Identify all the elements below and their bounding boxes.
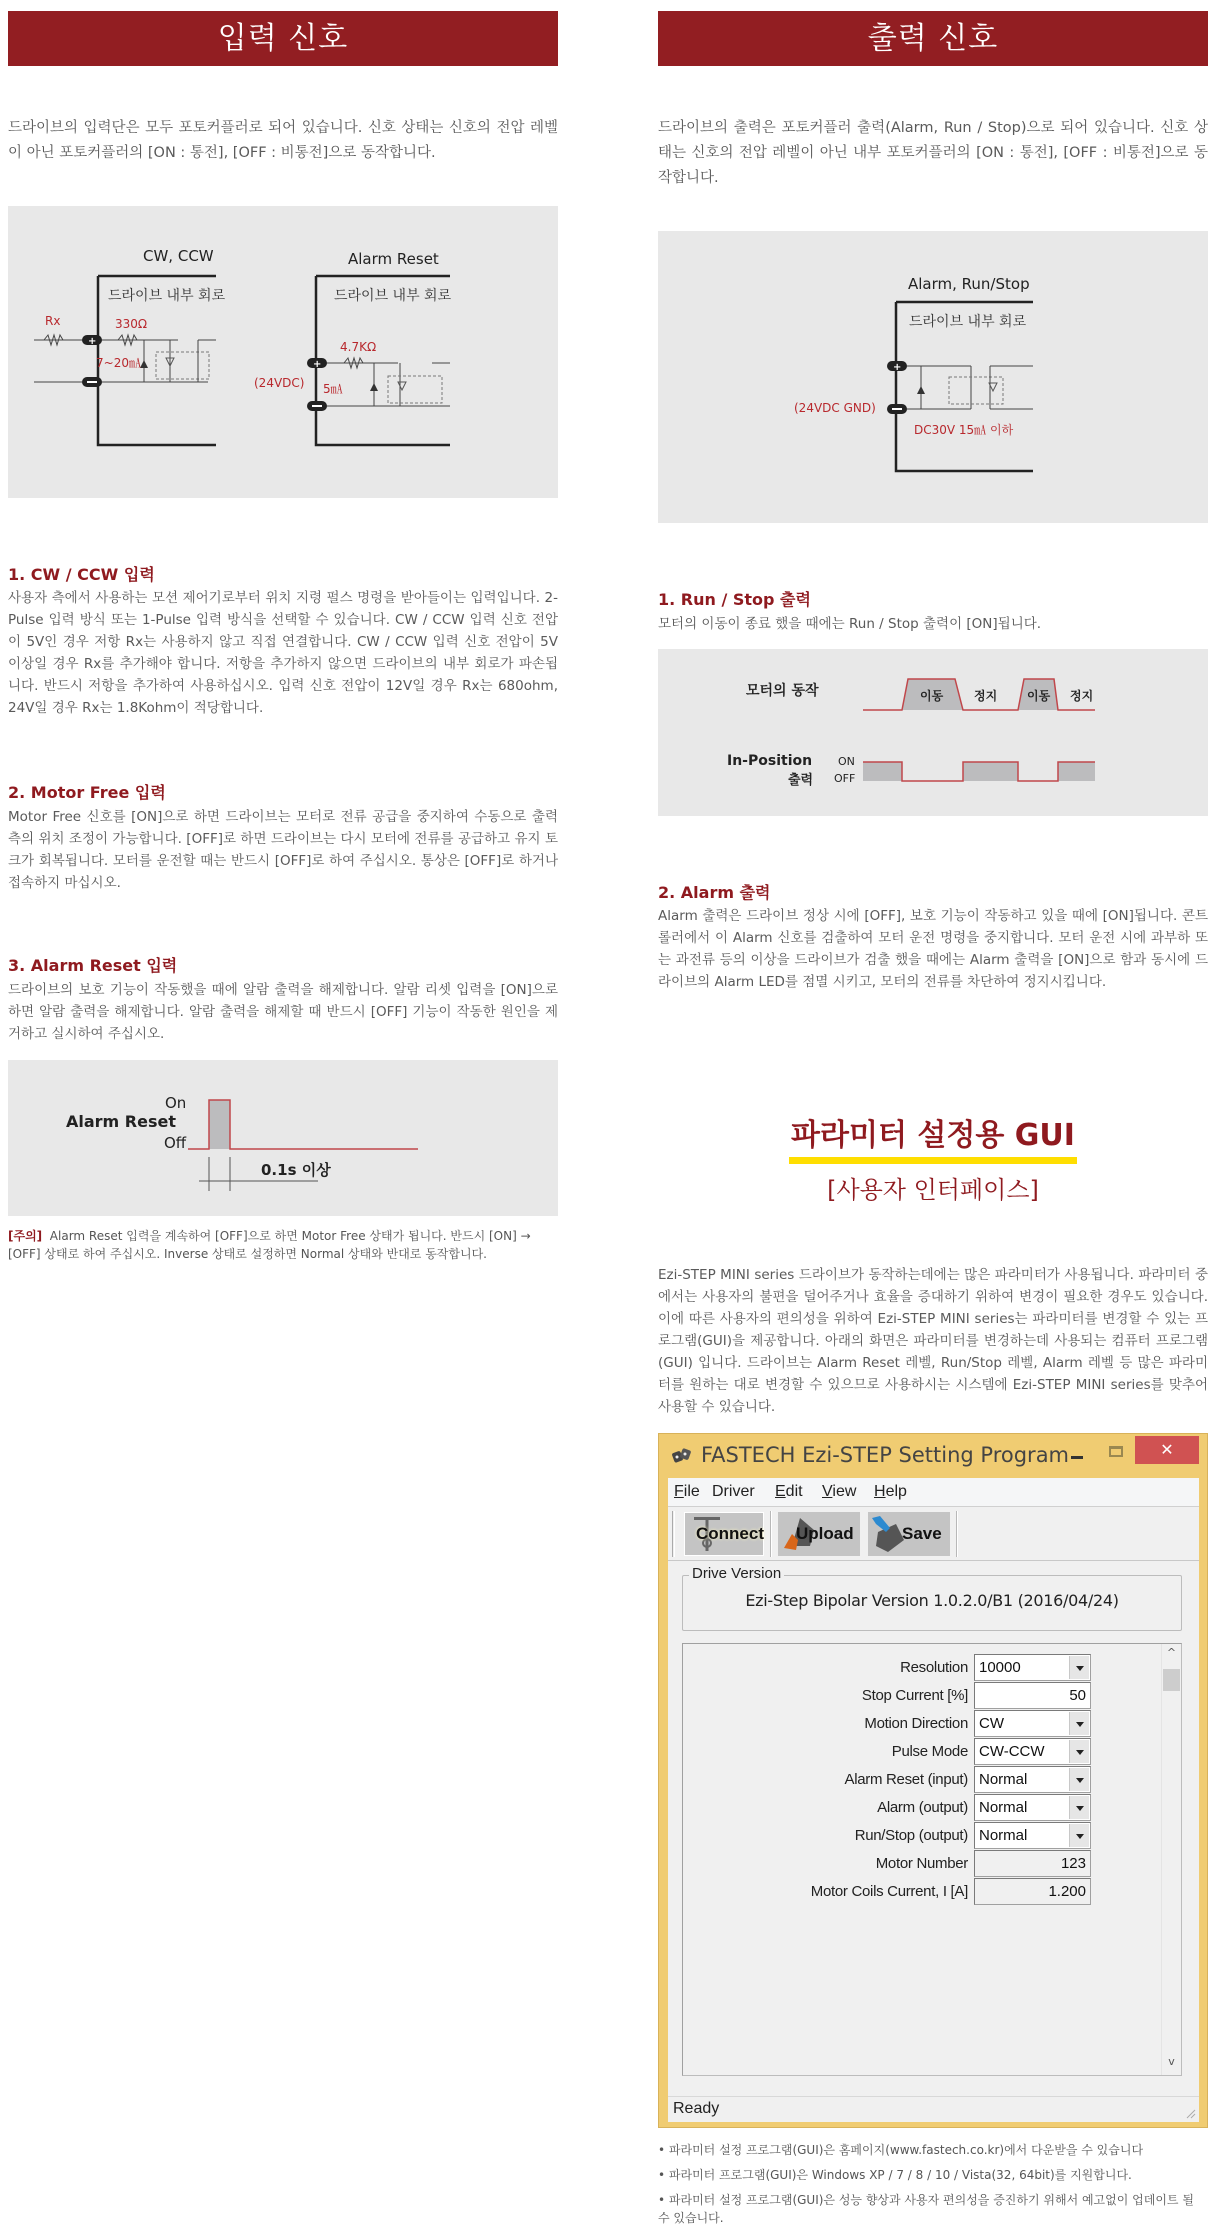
param-label: Pulse Mode	[891, 1743, 968, 1760]
drive-version-group	[682, 1565, 1182, 1631]
note-line-2: [OFF] 상태로 하여 주십시오. Inverse 상태로 설정하면 Normal 상태와 반대로 동작합니다.	[8, 1247, 487, 1261]
param-row-motor-number	[683, 1850, 1143, 1878]
status-text: Ready	[673, 2100, 720, 2117]
alarm-reset-note	[8, 1227, 558, 1263]
menu-bar	[668, 1478, 1199, 1507]
svg-text:+: +	[313, 359, 322, 370]
menu-file[interactable]: File	[674, 1483, 700, 1500]
stop-current-input[interactable]: 50	[974, 1682, 1091, 1709]
motor-number-field: 123	[974, 1850, 1091, 1877]
alarm-reset-timing-diagram	[8, 1060, 558, 1216]
cw-ccw-input-title: 1. CW / CCW 입력	[8, 565, 155, 584]
in-position-output-label: 출력	[788, 773, 814, 788]
gui-subtitle: [사용자 인터페이스]	[827, 1176, 1039, 1204]
run-stop-timing-diagram	[658, 649, 1208, 816]
menu-edit[interactable]: Edit	[775, 1483, 803, 1500]
note-tag: [주의]	[8, 1229, 43, 1243]
close-button[interactable]	[1135, 1436, 1199, 1464]
maximize-button[interactable]	[1109, 1446, 1123, 1457]
param-label: Motor Coils Current, I [A]	[810, 1883, 968, 1900]
param-row-stop-current	[683, 1682, 1143, 1710]
parameter-panel	[682, 1643, 1182, 2076]
status-bar	[668, 2096, 1199, 2122]
gui-note-3: • 파라미터 설정 프로그램(GUI)은 성능 향상과 사용자 편의성을 증진하기 위해서 예고없이 업데이트 될 수 있습니다.	[658, 2193, 1194, 2225]
output-internal-circuit-label: 드라이브 내부 회로	[909, 314, 1027, 330]
run-stop-output-dropdown[interactable]: Normal	[974, 1822, 1091, 1849]
param-row-motion-direction	[683, 1710, 1143, 1738]
current-5ma-label: 5㎃	[323, 382, 343, 396]
note-line-1: Alarm Reset 입력을 계속하여 [OFF]으로 하면 Motor Free 상태가 됩니다. 반드시 [ON] →	[49, 1229, 531, 1243]
in-position-label: In-Position	[727, 753, 813, 769]
motor-free-input-title: 2. Motor Free 입력	[8, 783, 166, 802]
param-label: Alarm Reset (input)	[844, 1771, 968, 1788]
motor-coils-current-field: 1.200	[974, 1878, 1091, 1905]
svg-text:+: +	[893, 362, 902, 373]
output-diagram-title: Alarm, Run/Stop	[908, 275, 1030, 293]
scroll-down-icon[interactable]: v	[1168, 2055, 1175, 2068]
param-row-alarm-reset-input	[683, 1766, 1143, 1794]
chevron-down-icon[interactable]	[1069, 1796, 1089, 1819]
setting-program-window	[658, 1433, 1208, 2128]
scroll-up-icon[interactable]: ^	[1166, 1646, 1177, 1659]
gnd-label: (24VDC GND)	[794, 401, 876, 415]
chevron-down-icon[interactable]	[1069, 1824, 1089, 1847]
input-signal-header: 입력 신호	[8, 11, 558, 66]
param-label: Stop Current [%]	[861, 1687, 968, 1704]
motion-direction-dropdown[interactable]: CW	[974, 1710, 1091, 1737]
timing-off-label: Off	[164, 1134, 187, 1152]
param-label: Resolution	[900, 1659, 968, 1676]
alarm-output-dropdown[interactable]: Normal	[974, 1794, 1091, 1821]
connect-button[interactable]	[684, 1512, 764, 1556]
window-title: FASTECH Ezi-STEP Setting Program	[701, 1443, 1070, 1467]
close-icon: ✕	[1160, 1440, 1174, 1459]
resistor-4-7k-label: 4.7KΩ	[340, 340, 377, 354]
gui-title: 파라미터 설정용 GUI	[789, 1117, 1077, 1164]
current-7-20ma-label: 7~20㎃	[96, 356, 141, 370]
app-icon	[671, 1446, 693, 1466]
move-label-2: 이동	[1027, 689, 1051, 703]
param-label: Motion Direction	[864, 1715, 968, 1732]
param-label: Run/Stop (output)	[854, 1827, 968, 1844]
gui-note-2: • 파라미터 프로그램(GUI)은 Windows XP / 7 / 8 / 10 / Vista(32, 64bit)를 지원합니다.	[658, 2168, 1132, 2182]
pulse-mode-dropdown[interactable]: CW-CCW	[974, 1738, 1091, 1765]
connect-label: Connect	[696, 1524, 764, 1543]
param-row-alarm-output	[683, 1794, 1143, 1822]
alarm-output-title: 2. Alarm 출력	[658, 883, 771, 902]
param-row-resolution	[683, 1654, 1143, 1682]
menu-view[interactable]: View	[822, 1483, 857, 1500]
chevron-down-icon[interactable]	[1069, 1712, 1089, 1735]
toolbar	[668, 1507, 1199, 1561]
gui-note-1: • 파라미터 설정 프로그램(GUI)은 홈페이지(www.fastech.co.kr)에서 다운받을 수 있습니다	[658, 2143, 1144, 2157]
output-circuit-diagram	[658, 231, 1208, 523]
menu-driver[interactable]: Driver	[712, 1483, 755, 1500]
alarm-reset-input-title: 3. Alarm Reset 입력	[8, 956, 178, 975]
param-row-motor-coils-current	[683, 1878, 1143, 1906]
inpos-off-label: OFF	[834, 772, 856, 785]
parameter-scrollbar[interactable]	[1161, 1644, 1181, 2075]
toolbar-separator	[956, 1511, 958, 1557]
inpos-on-label: ON	[838, 755, 855, 768]
run-stop-output-body: 모터의 이동이 종료 했을 때에는 Run / Stop 출력이 [ON]됩니다.	[658, 616, 1042, 632]
save-label: Save	[902, 1524, 942, 1543]
motor-operation-label: 모터의 동작	[746, 683, 819, 699]
gui-title-wrap	[658, 1117, 1208, 1164]
upload-button[interactable]	[778, 1512, 860, 1556]
cw-internal-circuit-label: 드라이브 내부 회로	[108, 288, 226, 304]
alarm-reset-input-body: 드라이브의 보호 기능이 작동했을 때에 알람 출력을 해제합니다. 알람 리셋 입력을 [ON]으로 하면 알람 출력을 해제합니다. 알람 출력을 해제할 때 반드시 [OFF] 기능이 작동한 원인을 제거하고 실시하여 주십시오.	[8, 982, 558, 1042]
stop-label-1: 정지	[974, 689, 998, 703]
menu-help[interactable]: Help	[874, 1483, 907, 1500]
window-title-bar[interactable]	[659, 1434, 1207, 1478]
stop-label-2: 정지	[1070, 689, 1094, 703]
param-label: Motor Number	[875, 1855, 968, 1872]
resize-grip-icon[interactable]	[1184, 2107, 1196, 2119]
window-client-area	[668, 1478, 1199, 2122]
rx-label: Rx	[45, 314, 61, 328]
input-intro: 드라이브의 입력단은 모두 포토커플러로 되어 있습니다. 신호 상태는 신호의 전압 레벨이 아닌 포토커플러의 [ON : 통전], [OFF : 비통전]으로 동작합니다.	[8, 120, 558, 161]
param-row-run-stop-output	[683, 1822, 1143, 1850]
alarm-output-body: Alarm 출력은 드라이브 정상 시에 [OFF], 보호 기능이 작동하고 있을 때에 [ON]됩니다. 콘트롤러에서 이 Alarm 신호를 검출하여 모터 운전 명령을 중지합니다. 모터 운전 시에 과부하 또는 과전류 등의 이상을 드라이브가 검출 했을 때에는 Alarm 출력을 [ON]으로 함과 동시에 드라이브의 Alarm LED를 점멸 시키고, 모터의 전류를 차단하여 정지시킵니다.	[658, 908, 1208, 990]
svg-text:+: +	[88, 336, 97, 347]
upload-label: Upload	[796, 1524, 854, 1543]
chevron-down-icon[interactable]	[1069, 1768, 1089, 1791]
move-label-1: 이동	[920, 689, 944, 703]
timing-on-label: On	[165, 1094, 187, 1112]
toolbar-separator	[770, 1511, 772, 1557]
param-label: Alarm (output)	[877, 1799, 968, 1816]
timing-signal-label: Alarm Reset	[66, 1112, 176, 1131]
resolution-dropdown[interactable]: 10000	[974, 1654, 1091, 1681]
input-circuit-diagram	[8, 206, 558, 498]
output-signal-header: 출력 신호	[658, 11, 1208, 66]
motor-free-input-body: Motor Free 신호를 [ON]으로 하면 드라이브는 모터로 전류 공급을 중지하여 수동으로 출력 측의 위치 조정이 가능합니다. [OFF]로 하면 드라이브는 다시 모터에 전류를 공급하고 유지 토크가 회복됩니다. 모터를 운전할 때는 반드시 [OFF]로 하여 주십시오. 통상은 [OFF]로 하거나 접속하지 마십시오.	[8, 809, 558, 891]
scroll-thumb[interactable]	[1163, 1669, 1180, 1691]
save-button[interactable]	[868, 1512, 950, 1556]
alarm-reset-input-dropdown[interactable]: Normal	[974, 1766, 1091, 1793]
timing-duration-label: 0.1s 이상	[261, 1161, 331, 1179]
param-row-pulse-mode	[683, 1738, 1143, 1766]
output-intro: 드라이브의 출력은 포토커플러 출력(Alarm, Run / Stop)으로 되어 있습니다. 신호 상태는 신호의 전압 레벨이 아닌 내부 포토커플러의 [ON : 통전], [OFF : 비통전]으로 동작합니다.	[658, 120, 1208, 186]
drive-version-label: Drive Version	[689, 1565, 784, 1582]
alarm-internal-circuit-label: 드라이브 내부 회로	[334, 288, 452, 304]
drive-version-value: Ezi-Step Bipolar Version 1.0.2.0/B1 (2016/04/24)	[745, 1591, 1119, 1610]
voltage-24vdc-label: (24VDC)	[254, 376, 305, 390]
run-stop-output-title: 1. Run / Stop 출력	[658, 590, 811, 609]
output-rating-label: DC30V 15㎃ 이하	[914, 423, 1014, 437]
toolbar-grip[interactable]	[672, 1511, 675, 1557]
gui-intro: Ezi-STEP MINI series 드라이브가 동작하는데에는 많은 파라미터가 사용됩니다. 파라미터 중에서는 사용자의 불편을 덜어주거나 효율을 증대하기 위하여 변경이 필요한 경우도 있습니다. 이에 따른 사용자의 편의성을 위하여 Ezi-STEP MINI series는 파라미터를 변경할 수 있는 프로그램(GUI)을 제공합니다. 아래의 화면은 파라미터를 변경하는데 사용되는 컴퓨터 프로그램(GUI) 입니다. 드라이브는 Alarm Reset 레벨, Run/Stop 레벨, Alarm 레벨 등 많은 파라미터를 원하는 대로 변경할 수 있으므로 사용하시는 시스템에 Ezi-STEP MINI series를 맞추어 사용할 수 있습니다.	[658, 1267, 1208, 1415]
resistor-330-label: 330Ω	[115, 317, 148, 331]
save-icon	[870, 1514, 906, 1554]
chevron-down-icon[interactable]	[1069, 1740, 1089, 1763]
chevron-down-icon[interactable]	[1069, 1656, 1089, 1679]
alarm-reset-title: Alarm Reset	[348, 250, 439, 268]
cw-ccw-title: CW, CCW	[143, 247, 214, 265]
minimize-button[interactable]	[1071, 1456, 1083, 1459]
cw-ccw-input-body: 사용자 측에서 사용하는 모션 제어기로부터 위치 지령 펄스 명령을 받아들이는 입력입니다. 2-Pulse 입력 방식 또는 1-Pulse 입력 방식을 선택할 수 있습니다. CW / CCW 입력 신호 전압이 5V인 경우 저항 Rx는 사용하지 않고 직접 연결합니다. CW / CCW 입력 신호 전압이 5V 이상일 경우 Rx를 추가해야 합니다. 저항을 추가하지 않으면 드라이브의 내부 회로가 파손됩니다. 반드시 저항을 추가하여 사용하십시오. 입력 신호 전압이 12V일 경우 Rx는 680ohm, 24V일 경우 Rx는 1.8Kohm이 적당합니다.	[8, 590, 558, 716]
